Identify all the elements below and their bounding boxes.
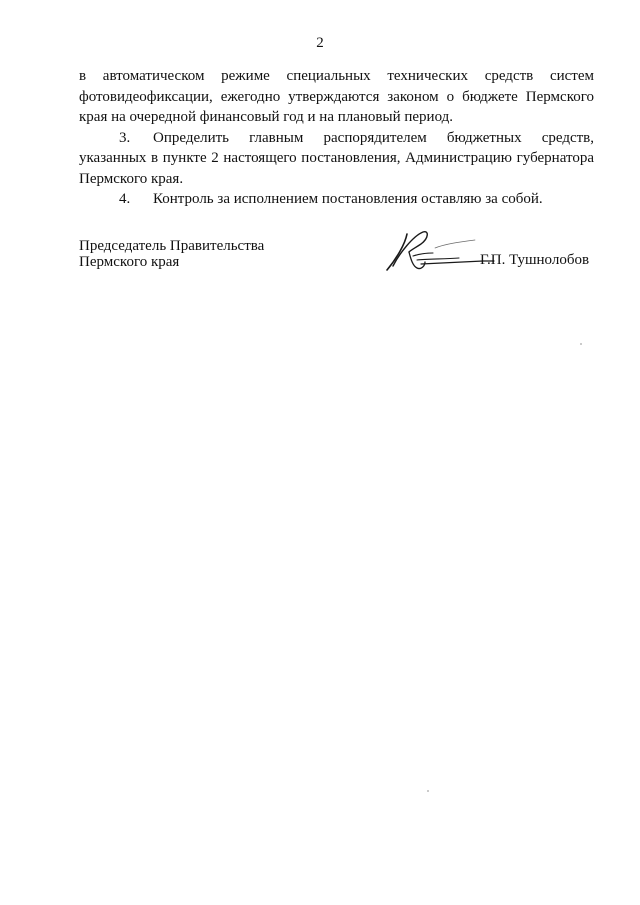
page-number: 2: [316, 35, 324, 51]
list-item-number: 4.: [119, 191, 131, 207]
list-item-number: 3.: [119, 129, 131, 146]
document-body: [79, 66, 594, 210]
scan-speck: [427, 790, 429, 792]
scan-speck: [580, 343, 582, 345]
signatory-title: [79, 238, 264, 270]
signatory-title-line: Председатель Правительства: [79, 238, 265, 254]
paragraph-continuation: в автоматическом режиме специальных технических средств систем фотовидеофиксации, ежегодно утверждаются законом о бюджете Пермского края на очередной финансовый год и на плановый период.: [79, 68, 594, 125]
list-item: [79, 189, 594, 210]
list-item-text: Определить главным распорядителем бюджетных средств, указанных в пункте 2 настоящего постановления, Администрацию губернатора Пермского края.: [79, 129, 594, 187]
signatory-title-line: Пермского края: [79, 254, 180, 270]
signatory-name: Г.П. Тушнолобов: [480, 252, 590, 268]
list-item-text: Контроль за исполнением постановления оставляю за собой.: [153, 191, 543, 207]
handwritten-signature: [383, 226, 495, 274]
list-item: [79, 128, 594, 190]
